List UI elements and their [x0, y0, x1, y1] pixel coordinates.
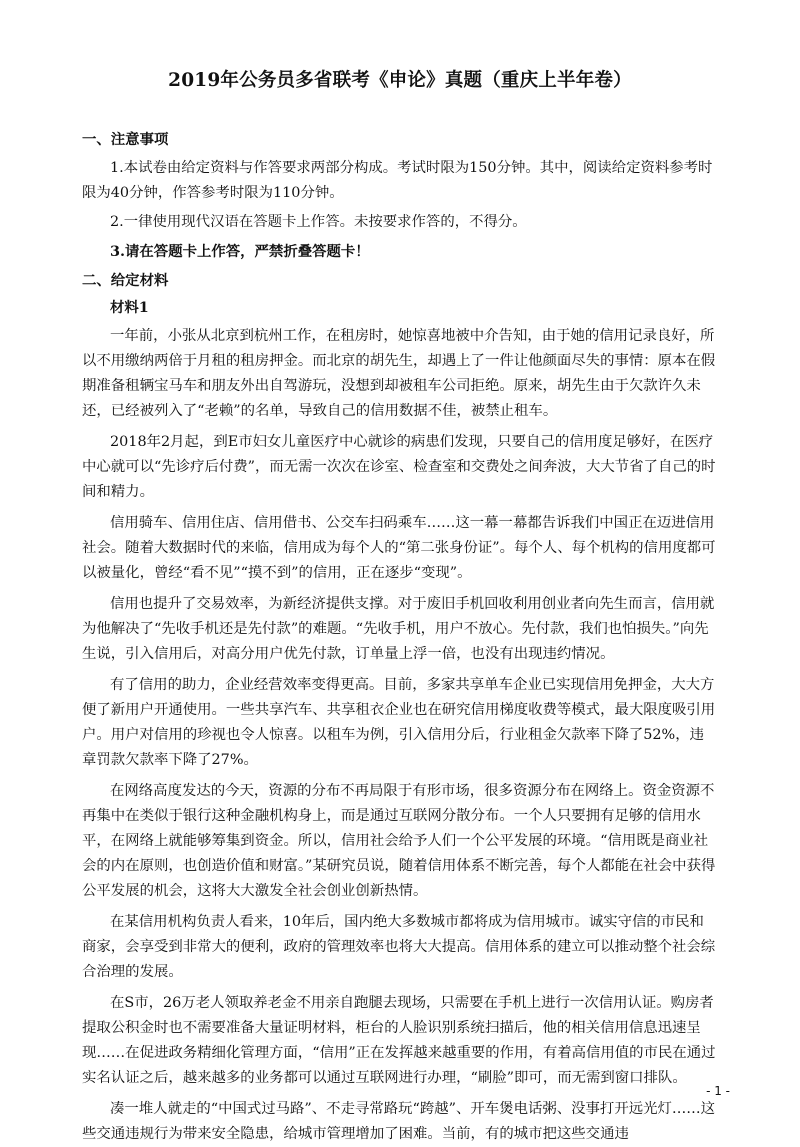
note-item: 2.一律使用现代汉语在答题卡上作答。未按要求作答的，不得分。: [110, 214, 527, 230]
material-paragraph: 信用骑车、信用住店、信用借书、公交车扫码乘车……这一幕一幕都告诉我们中国正在迈进信用社会。随着大数据时代的来临，信用成为每个人的“第二张身份证”。每个人、每个机构的信用度都可以被量化，曾经“看不见”“摸不到”的信用，正在逐步“变现”。: [82, 515, 716, 581]
page-title: 2019年公务员多省联考《申论》真题（重庆上半年卷）: [168, 70, 632, 91]
note-item: 1.本试卷由给定资料与作答要求两部分构成。考试时限为150分钟。其中，阅读给定资料参考时限为40分钟，作答参考时限为110分钟。: [82, 160, 713, 201]
material-label: 材料1: [110, 299, 149, 316]
material-paragraph: 凑一堆人就走的“中国式过马路”、不走寻常路玩“跨越”、开车煲电话粥、没事打开远光灯……这些交通违规行为带来安全隐患，给城市管理增加了困难。当前，有的城市把这些交通违: [82, 1101, 716, 1142]
material-paragraph: 在S市，26万老人领取养老金不用亲自跑腿去现场，只需要在手机上进行一次信用认证。购房者提取公积金时也不需要准备大量证明材料，柜台的人脸识别系统扫描后，他的相关信用信息迅速呈现……在促进政务精细化管理方面，“信用”正在发挥越来越重要的作用，有着高信用值的市民在通过实名认证之后，越来越多的业务都可以通过互联网进行办理，“刷脸”即可，而无需到窗口排队。: [82, 995, 716, 1086]
material-paragraph: 一年前，小张从北京到杭州工作，在租房时，她惊喜地被中介告知，由于她的信用记录良好，所以不用缴纳两倍于月租的租房押金。而北京的胡先生，却遇上了一件让他颜面尽失的事情：原本在假期准备租辆宝马车和朋友外出自驾游玩，没想到却被租车公司拒绝。原来，胡先生由于欠款许久未还，已经被列入了“老赖”的名单，导致自己的信用数据不佳，被禁止租车。: [82, 328, 716, 419]
material-paragraph: 2018年2月起，到E市妇女儿童医疗中心就诊的病患们发现，只要自己的信用度足够好，在医疗中心就可以“先诊疗后付费”，而无需一次次在诊室、检查室和交费处之间奔波，大大节省了自己的时间和精力。: [82, 434, 716, 500]
section-heading-notes: 一、注意事项: [82, 131, 169, 148]
page-number: - 1 -: [706, 1084, 730, 1098]
document-body: [82, 124, 718, 1147]
material-paragraph: 有了信用的助力，企业经营效率变得更高。目前，多家共享单车企业已实现信用免押金，大大方便了新用户开通使用。一些共享汽车、共享租衣企业也在研究信用梯度收费等模式，最大限度吸引用户。用户对信用的珍视也令人惊喜。以租车为例，引入信用分后，行业租金欠款率下降了52%，违章罚款欠款率下降了27%。: [82, 677, 716, 768]
material-paragraph: 信用也提升了交易效率，为新经济提供支撑。对于废旧手机回收利用创业者向先生而言，信用就为他解决了“先收手机还是先付款”的难题。“先收手机，用户不放心。先付款，我们也怕损失。”向先生说，引入信用后，对高分用户优先付款，订单量上浮一倍，也没有出现违约情况。: [82, 596, 715, 662]
material-paragraph: 在某信用机构负责人看来，10年后，国内绝大多数城市都将成为信用城市。诚实守信的市民和商家，会享受到非常大的便利，政府的管理效率也将大大提高。信用体系的建立可以推动整个社会综合治理的发展。: [82, 914, 716, 980]
material-paragraph: 在网络高度发达的今天，资源的分布不再局限于有形市场，很多资源分布在网络上。资金资源不再集中在类似于银行这种金融机构身上，而是通过互联网分散分布。一个人只要拥有足够的信用水平，在网络上就能够筹集到资金。所以，信用社会给予人们一个公平发展的环境。“信用既是商业社会的内在原则，也创造价值和财富。”某研究员说，随着信用体系不断完善，每个人都能在社会中获得公平发展的机会，这将大大激发全社会创业创新热情。: [82, 783, 716, 899]
note-item-bold: 3.请在答题卡上作答，严禁折叠答题卡！: [110, 243, 370, 260]
section-heading-materials: 二、给定材料: [82, 272, 169, 289]
